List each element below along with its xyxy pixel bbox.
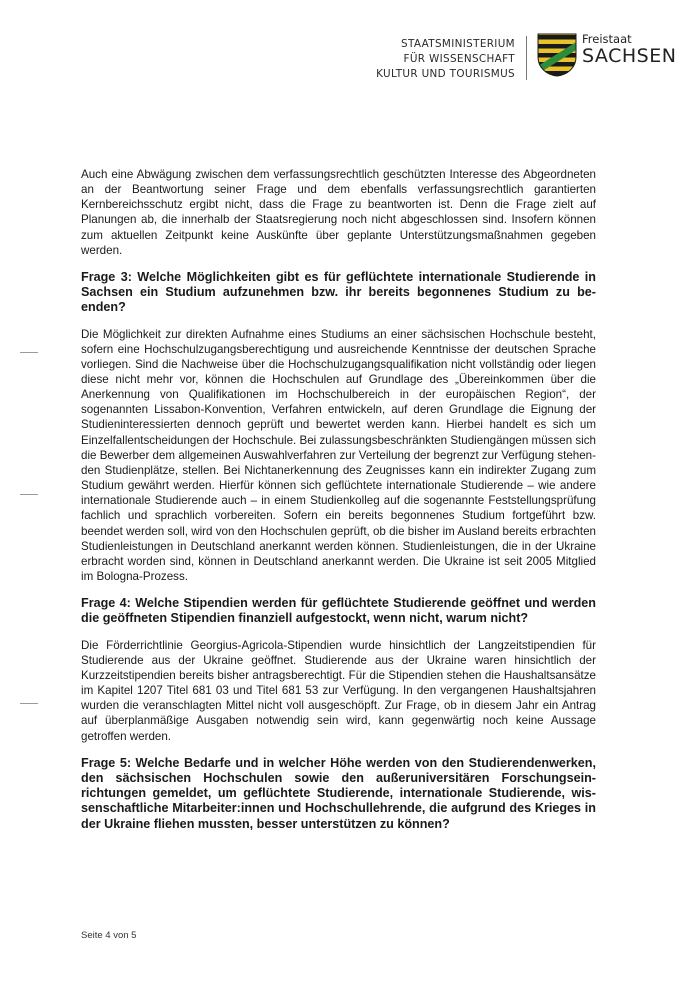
question-4-heading: Frage 4: Welche Stipendien werden für geflüchtete Studierende geöffnet und werden die geöffneten Stipendien finanziell aufgestockt, wenn nicht, warum nicht? bbox=[81, 596, 596, 626]
ministry-line-2: FÜR WISSENSCHAFT bbox=[403, 53, 515, 65]
state-label: Freistaat bbox=[582, 32, 632, 46]
paragraph-intro: Auch eine Abwägung zwischen dem verfassungsrechtlich geschützten Interesse des Abgeordneten an der Beantwortung seiner Frage und dem ebenfalls verfassungsrechtlich garantierten Kernbereichsschutz ergibt nicht, dass die Frage zu beantworten ist. Denn die Frage zielt auf Planungen ab, die innerhalb der Staatsregierung noch nicht abgeschlossen sind. Insofern können zum aktuellen Zeitpunkt keine Auskünfte über geplante Unterstützungsmaßnahmen gegeben werden. bbox=[81, 168, 596, 257]
margin-mark bbox=[20, 494, 38, 495]
ministry-line-1: STAATSMINISTERIUM bbox=[401, 38, 515, 50]
ministry-line-3: KULTUR UND TOURISMUS bbox=[376, 68, 515, 80]
question-5-heading: Frage 5: Welche Bedarfe und in welcher Höhe werden von den Studierendenwerken, den sächsischen Hochschulen sowie den außeruniversitären Forschungseinrichtungen gemeldet, um geflüchtete Studierende, internationale Studierende, wissenschaftliche Mitarbeiter:innen und Hochschullehrende, die aufgrund des Krieges in der Ukraine fliehen mussten, besser unterstützen zu können? bbox=[81, 755, 596, 831]
page-number: Seite 4 von 5 bbox=[81, 930, 137, 941]
margin-mark bbox=[20, 352, 38, 353]
answer-4-paragraph: Die Förderrichtlinie Georgius-Agricola-Stipendien wurde hinsichtlich der Langzeitstipendien für Studierende aus der Ukraine geöffnet. Studierende aus der Ukraine waren hinsichtlich der Kurzzeitstipendien bereits bisher antragsberechtigt. Für die Stipendien stehen die Haushaltsansätze im Kapitel 1207 Titel 681 03 und Titel 681 53 zur Verfügung. In den vergangenen Haushaltsjahren wurden die veranschlagten Mittel nicht voll ausgeschöpft. Zur Frage, ob in diesem Jahr ein Antrag auf überplanmäßige Ausgaben notwendig sein wird, kann gegenwärtig noch keine Aussage getroffen werden. bbox=[81, 638, 596, 743]
state-name: SACHSEN bbox=[582, 45, 677, 67]
state-wordmark bbox=[582, 33, 676, 67]
question-3-heading: Frage 3: Welche Möglichkeiten gibt es für geflüchtete internationale Studierende in Sachsen ein Studium aufzunehmen bzw. ihr bereits begonnenes Studium zu beenden? bbox=[81, 269, 596, 315]
header-divider bbox=[526, 36, 527, 80]
saxony-coat-of-arms-icon bbox=[537, 33, 577, 77]
ministry-name bbox=[360, 37, 515, 82]
document-body bbox=[81, 167, 596, 843]
answer-3-paragraph: Die Möglichkeit zur direkten Aufnahme eines Studiums an einer sächsischen Hochschule besteht, sofern eine Hochschulzugangsberechtigung und ausreichende Kenntnisse der deutschen Sprache vorliegen. Sind die Nachweise über die Hochschulzugangsqualifikation nicht vollständig oder liegen diese nicht mehr vor, können die Hochschulen auf Grundlage des „Übereinkommen über die Anerkennung von Qualifikationen im Hochschulbereich in der europäischen Region“, der sogenannten Lissabon-Konvention, Verfahren entwickeln, auf deren Grundlage die Eignung der Studieninteressierten dennoch geprüft und bewertet werden kann. Hierbei handelt es sich um Einzelfallentscheidungen der Hochschule. Bei zulassungsbeschränkten Studiengängen müssen sich die Bewerber dem allgemeinen Auswahlverfahren zur Verteilung der begrenzt zur Verfügung stehenden Studienplätze, stellen. Bei Nichtanerkennung des Zeugnisses kann ein indirekter Zugang zum Studium gewährt werden. Hierfür können sich geflüchtete internationale Studierende – wie andere internationale Studierende auch – in einem Studienkolleg auf die sogenannte Feststellungsprüfung fachlich und sprachlich vorbereiten. Sofern ein bereits begonnenes Studium fortgeführt bzw. beendet werden soll, wird von den Hochschulen geprüft, ob die bisher im Ausland bereits erbrachten Studienleistungen in Deutschland anerkannt werden können. Studienleistungen, die in der Ukraine erbracht worden sind, können in Deutschland anerkannt werden. Die Ukraine ist seit 2005 Mitglied im Bologna-Prozess. bbox=[81, 327, 596, 584]
margin-mark bbox=[20, 703, 38, 704]
